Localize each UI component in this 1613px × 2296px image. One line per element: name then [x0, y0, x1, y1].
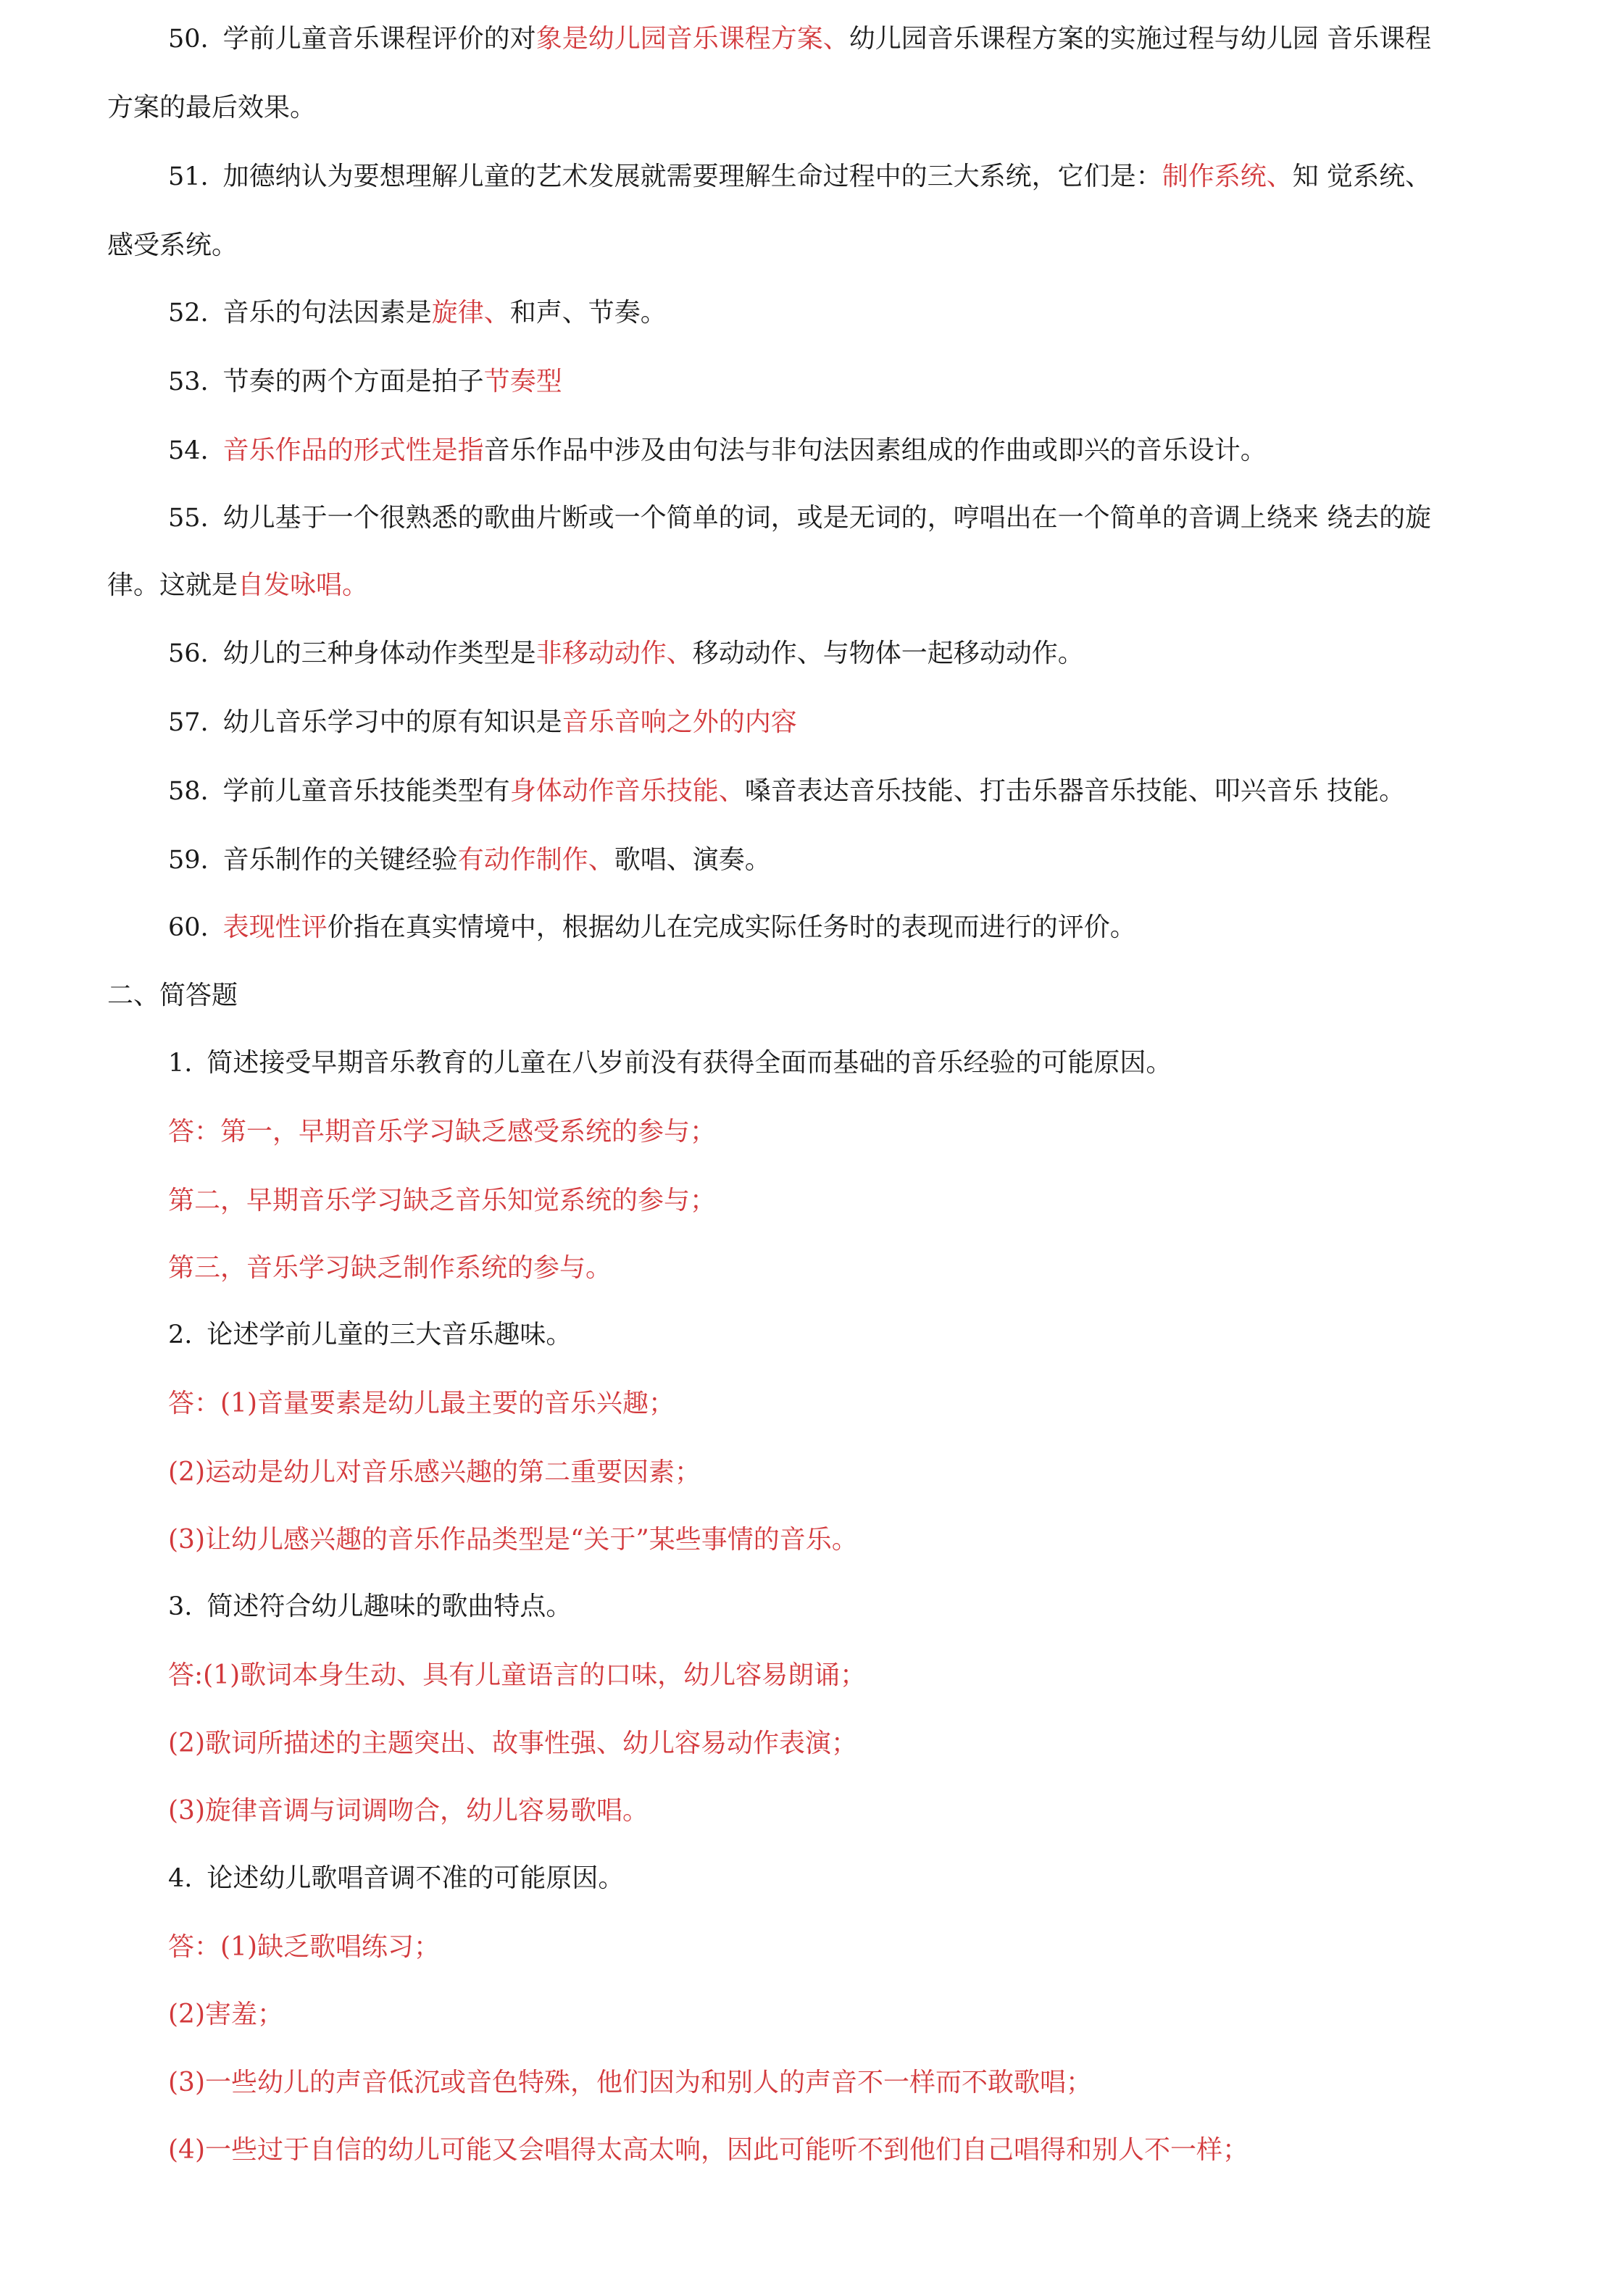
- item-51-line-1: [168, 161, 1431, 193]
- item-50-line-2: [107, 92, 316, 124]
- item-answer: 表现性评: [222, 912, 328, 942]
- answer-line: 第二，早期音乐学习缺乏音乐知觉系统的参与；: [168, 1186, 717, 1215]
- item-number: 59.: [168, 846, 209, 875]
- item-57: [168, 707, 797, 739]
- answer-line: (2)歌词所描述的主题突出、故事性强、幼儿容易动作表演；: [168, 1729, 857, 1758]
- item-text: 学前儿童音乐课程评价的对: [222, 24, 536, 54]
- question-1: [168, 1047, 1172, 1079]
- item-answer: 身体动作音乐技能、: [509, 776, 745, 806]
- item-text: 音乐制作的关键经验: [222, 845, 458, 875]
- question-number: 1.: [168, 1049, 193, 1078]
- item-text: 方案的最后效果。: [107, 93, 317, 122]
- answer-line: 答：(1)音量要素是幼儿最主要的音乐兴趣；: [168, 1389, 675, 1418]
- item-text: 和声、节奏。: [509, 298, 667, 328]
- item-answer: 非移动动作、: [535, 639, 693, 668]
- item-number: 54.: [168, 436, 209, 465]
- item-50-line-1: [168, 23, 1431, 55]
- item-55-line-2: [107, 570, 368, 602]
- item-52: [168, 297, 667, 329]
- question-4: [168, 1863, 624, 1894]
- item-number: 50.: [168, 25, 209, 54]
- question-number: 2.: [168, 1320, 193, 1349]
- item-answer: 自发咏唱。: [238, 570, 369, 600]
- item-text: 加德纳认为要想理解儿童的艺术发展就需要理解生命过程中的三大系统，它们是：: [222, 162, 1162, 191]
- item-number: 56.: [168, 639, 209, 668]
- item-text: 嗓音表达音乐技能、打击乐器音乐技能、叩兴音乐 技能。: [744, 776, 1406, 806]
- item-text: 幼儿的三种身体动作类型是: [222, 639, 536, 668]
- answer-line: (3)让幼儿感兴趣的音乐作品类型是“关于”某些事情的音乐。: [168, 1525, 858, 1555]
- item-text: 幼儿音乐学习中的原有知识是: [222, 707, 562, 737]
- item-53: [168, 366, 562, 398]
- item-text: 感受系统。: [107, 230, 238, 260]
- item-text: 知 觉系统、: [1292, 162, 1432, 191]
- answer-line: 答:(1)歌词本身生动、具有儿童语言的口味，幼儿容易朗诵；: [168, 1660, 867, 1690]
- item-answer: 制作系统、: [1162, 162, 1293, 191]
- item-56: [168, 638, 1084, 670]
- item-number: 51.: [168, 162, 209, 191]
- item-text: 音乐的句法因素是: [222, 298, 432, 328]
- item-number: 52.: [168, 299, 209, 328]
- item-text: 歌唱、演奏。: [614, 845, 771, 875]
- item-answer: 节奏型: [483, 367, 562, 396]
- answer-line: (2)害羞；: [168, 2000, 283, 2029]
- item-59: [168, 844, 771, 876]
- item-number: 55.: [168, 504, 209, 533]
- item-text: 价指在真实情境中，根据幼儿在完成实际任务时的表现而进行的评价。: [327, 912, 1136, 942]
- question-text: 简述符合幼儿趣味的歌曲特点。: [207, 1592, 572, 1621]
- question-3: [168, 1591, 572, 1623]
- item-answer: 音乐作品的形式性是指: [222, 436, 484, 465]
- answer-line: 答：(1)缺乏歌唱练习；: [168, 1932, 440, 1962]
- answer-line: (2)运动是幼儿对音乐感兴趣的第二重要因素；: [168, 1457, 701, 1487]
- item-text: 律。这就是: [107, 570, 238, 600]
- answer-line: (4)一些过于自信的幼儿可能又会唱得太高太响，因此可能听不到他们自己唱得和别人不一样；: [168, 2135, 1249, 2165]
- item-text: 幼儿基于一个很熟悉的歌曲片断或一个简单的词，或是无词的，哼唱出在一个简单的音调上绕来 绕去的旋: [222, 503, 1432, 533]
- section-heading: 二、简答题: [107, 981, 238, 1010]
- item-number: 57.: [168, 708, 209, 737]
- item-number: 58.: [168, 777, 209, 806]
- question-text: 论述幼儿歌唱音调不准的可能原因。: [207, 1863, 625, 1893]
- item-58: [168, 775, 1405, 807]
- item-number: 53.: [168, 367, 209, 396]
- answer-line: (3)一些幼儿的声音低沉或音色特殊，他们因为和别人的声音不一样而不敢歌唱；: [168, 2068, 1092, 2097]
- item-answer: 旋律、: [431, 298, 510, 328]
- answer-line: 第三，音乐学习缺乏制作系统的参与。: [168, 1253, 612, 1283]
- item-text: 移动动作、与物体一起移动动作。: [692, 639, 1084, 668]
- answer-line: (3)旋律音调与词调吻合，幼儿容易歌唱。: [168, 1796, 649, 1826]
- item-text: 学前儿童音乐技能类型有: [222, 776, 510, 806]
- item-51-line-2: [107, 230, 238, 262]
- question-number: 4.: [168, 1864, 193, 1893]
- item-text: 节奏的两个方面是拍子: [222, 367, 484, 396]
- item-60: [168, 912, 1136, 944]
- item-answer: 音乐音响之外的内容: [562, 707, 797, 737]
- item-answer: 有动作制作、: [457, 845, 614, 875]
- item-text: 幼儿园音乐课程方案的实施过程与幼儿园 音乐课程: [849, 24, 1432, 54]
- question-2: [168, 1319, 572, 1351]
- question-text: 简述接受早期音乐教育的儿童在八岁前没有获得全面而基础的音乐经验的可能原因。: [207, 1048, 1172, 1078]
- answer-line: 答：第一，早期音乐学习缺乏感受系统的参与；: [168, 1117, 717, 1147]
- question-text: 论述学前儿童的三大音乐趣味。: [207, 1320, 572, 1349]
- question-number: 3.: [168, 1592, 193, 1621]
- item-54: [168, 435, 1267, 467]
- item-55-line-1: [168, 502, 1431, 534]
- item-answer: 象是幼儿园音乐课程方案、: [535, 24, 849, 54]
- item-text: 音乐作品中涉及由句法与非句法因素组成的作曲或即兴的音乐设计。: [483, 436, 1267, 465]
- item-number: 60.: [168, 913, 209, 942]
